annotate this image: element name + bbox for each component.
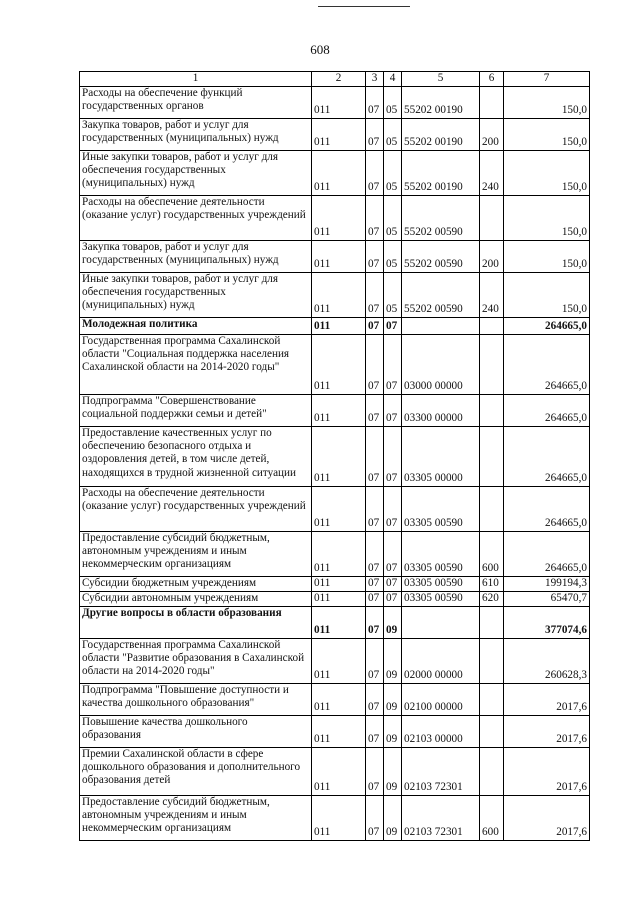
- row-section: 07: [366, 241, 384, 273]
- row-name: Повышение качества дошкольного образования: [80, 716, 312, 748]
- table-row: [80, 335, 590, 395]
- row-section: 07: [366, 487, 384, 532]
- row-expense-type: [480, 87, 504, 119]
- table-row: [80, 87, 590, 119]
- row-name: Закупка товаров, работ и услуг для государственных (муниципальных) нужд: [80, 241, 312, 273]
- row-section: 07: [366, 395, 384, 427]
- row-target-article: 03300 00000: [402, 395, 480, 427]
- table-row: [80, 592, 590, 607]
- row-amount: 150,0: [504, 241, 590, 273]
- row-subsection: 07: [384, 335, 402, 395]
- row-name: Расходы на обеспечение функций государственных органов: [80, 87, 312, 119]
- header-col-7: 7: [504, 72, 590, 87]
- row-name: Государственная программа Сахалинской области "Социальная поддержка населения Сахалинской области на 2014-2020 годы": [80, 335, 312, 395]
- table-row: [80, 395, 590, 427]
- table-row: [80, 273, 590, 318]
- table-row: [80, 427, 590, 487]
- row-amount: 2017,6: [504, 748, 590, 796]
- row-name: Предоставление качественных услуг по обеспечению безопасного отдыха и оздоровления детей, в том числе детей, находящихся в трудной жизненной ситуации: [80, 427, 312, 487]
- row-target-article: 02100 00000: [402, 684, 480, 716]
- row-amount: 264665,0: [504, 335, 590, 395]
- row-amount: 150,0: [504, 273, 590, 318]
- header-col-1: 1: [80, 72, 312, 87]
- row-amount: 2017,6: [504, 684, 590, 716]
- row-amount: 65470,7: [504, 592, 590, 607]
- row-subsection: 05: [384, 87, 402, 119]
- row-target-article: [402, 607, 480, 639]
- row-section: 07: [366, 607, 384, 639]
- row-admin-code: 011: [312, 395, 366, 427]
- row-admin-code: 011: [312, 577, 366, 592]
- row-subsection: 09: [384, 639, 402, 684]
- row-subsection: 09: [384, 748, 402, 796]
- row-name: Государственная программа Сахалинской области "Развитие образования в Сахалинской области на 2014-2020 годы": [80, 639, 312, 684]
- page-number: 608: [310, 42, 330, 57]
- row-admin-code: 011: [312, 716, 366, 748]
- table-row: [80, 241, 590, 273]
- row-admin-code: 011: [312, 607, 366, 639]
- row-name: Субсидии бюджетным учреждениям: [80, 577, 312, 592]
- header-col-4: 4: [384, 72, 402, 87]
- row-expense-type: 200: [480, 119, 504, 151]
- row-section: 07: [366, 427, 384, 487]
- row-target-article: 55202 00190: [402, 87, 480, 119]
- row-name: Предоставление субсидий бюджетным, автономным учреждениям и иным некоммерческим организациям: [80, 796, 312, 841]
- budget-table: [79, 71, 590, 841]
- row-name: Закупка товаров, работ и услуг для государственных (муниципальных) нужд: [80, 119, 312, 151]
- row-subsection: 05: [384, 119, 402, 151]
- table-row: [80, 796, 590, 841]
- row-expense-type: 620: [480, 592, 504, 607]
- row-section: 07: [366, 87, 384, 119]
- row-expense-type: [480, 196, 504, 241]
- row-subsection: 07: [384, 532, 402, 577]
- row-name: Молодежная политика: [80, 318, 312, 335]
- row-admin-code: 011: [312, 119, 366, 151]
- row-admin-code: 011: [312, 684, 366, 716]
- row-section: 07: [366, 748, 384, 796]
- row-expense-type: 600: [480, 796, 504, 841]
- row-section: 07: [366, 335, 384, 395]
- row-target-article: 03305 00590: [402, 592, 480, 607]
- row-name: Субсидии автономным учреждениям: [80, 592, 312, 607]
- row-name: Подпрограмма "Совершенствование социальной поддержки семьи и детей": [80, 395, 312, 427]
- row-name: Иные закупки товаров, работ и услуг для обеспечения государственных (муниципальных) нужд: [80, 151, 312, 196]
- table-row: [80, 318, 590, 335]
- row-admin-code: 011: [312, 273, 366, 318]
- row-target-article: 03305 00590: [402, 487, 480, 532]
- row-target-article: 03305 00000: [402, 427, 480, 487]
- row-subsection: 09: [384, 716, 402, 748]
- row-admin-code: 011: [312, 639, 366, 684]
- header-col-5: 5: [402, 72, 480, 87]
- row-subsection: 07: [384, 395, 402, 427]
- row-target-article: 55202 00190: [402, 151, 480, 196]
- row-admin-code: 011: [312, 87, 366, 119]
- row-target-article: 02103 72301: [402, 796, 480, 841]
- table-row: [80, 684, 590, 716]
- row-expense-type: [480, 639, 504, 684]
- row-name: Подпрограмма "Повышение доступности и качества дошкольного образования": [80, 684, 312, 716]
- row-target-article: 03305 00590: [402, 577, 480, 592]
- row-target-article: 55202 00590: [402, 196, 480, 241]
- row-section: 07: [366, 796, 384, 841]
- row-amount: 260628,3: [504, 639, 590, 684]
- row-subsection: 05: [384, 241, 402, 273]
- row-section: 07: [366, 318, 384, 335]
- row-subsection: 07: [384, 577, 402, 592]
- row-expense-type: 240: [480, 273, 504, 318]
- row-target-article: 02103 72301: [402, 748, 480, 796]
- table-header-row: [80, 72, 590, 87]
- header-col-2: 2: [312, 72, 366, 87]
- row-target-article: 03000 00000: [402, 335, 480, 395]
- row-admin-code: 011: [312, 318, 366, 335]
- row-admin-code: 011: [312, 427, 366, 487]
- header-col-3: 3: [366, 72, 384, 87]
- row-target-article: 02103 00000: [402, 716, 480, 748]
- row-admin-code: 011: [312, 487, 366, 532]
- row-expense-type: [480, 684, 504, 716]
- row-section: 07: [366, 592, 384, 607]
- row-subsection: 05: [384, 151, 402, 196]
- row-amount: 264665,0: [504, 427, 590, 487]
- row-amount: 2017,6: [504, 796, 590, 841]
- row-admin-code: 011: [312, 335, 366, 395]
- row-section: 07: [366, 532, 384, 577]
- table-row: [80, 487, 590, 532]
- row-section: 07: [366, 151, 384, 196]
- row-section: 07: [366, 716, 384, 748]
- row-expense-type: [480, 748, 504, 796]
- row-expense-type: [480, 487, 504, 532]
- table-row: [80, 151, 590, 196]
- row-expense-type: 610: [480, 577, 504, 592]
- row-amount: 2017,6: [504, 716, 590, 748]
- row-admin-code: 011: [312, 796, 366, 841]
- row-amount: 199194,3: [504, 577, 590, 592]
- row-amount: 150,0: [504, 87, 590, 119]
- table-row: [80, 748, 590, 796]
- row-subsection: 07: [384, 427, 402, 487]
- row-amount: 264665,0: [504, 395, 590, 427]
- table-row: [80, 716, 590, 748]
- row-name: Расходы на обеспечение деятельности (оказание услуг) государственных учреждений: [80, 196, 312, 241]
- row-amount: 264665,0: [504, 318, 590, 335]
- table-row: [80, 577, 590, 592]
- row-subsection: 09: [384, 684, 402, 716]
- row-subsection: 05: [384, 273, 402, 318]
- row-amount: 150,0: [504, 119, 590, 151]
- row-amount: 150,0: [504, 151, 590, 196]
- row-section: 07: [366, 119, 384, 151]
- row-amount: 150,0: [504, 196, 590, 241]
- row-subsection: 07: [384, 592, 402, 607]
- row-name: Другие вопросы в области образования: [80, 607, 312, 639]
- row-admin-code: 011: [312, 748, 366, 796]
- row-target-article: 03305 00590: [402, 532, 480, 577]
- row-expense-type: [480, 395, 504, 427]
- header-col-6: 6: [480, 72, 504, 87]
- row-target-article: [402, 318, 480, 335]
- row-subsection: 09: [384, 607, 402, 639]
- row-subsection: 05: [384, 196, 402, 241]
- table-row: [80, 607, 590, 639]
- row-expense-type: [480, 716, 504, 748]
- table-row: [80, 532, 590, 577]
- row-section: 07: [366, 639, 384, 684]
- row-name: Предоставление субсидий бюджетным, автономным учреждениям и иным некоммерческим организациям: [80, 532, 312, 577]
- table-row: [80, 639, 590, 684]
- row-amount: 264665,0: [504, 487, 590, 532]
- row-admin-code: 011: [312, 151, 366, 196]
- row-amount: 377074,6: [504, 607, 590, 639]
- table-body: [80, 72, 590, 841]
- row-expense-type: 600: [480, 532, 504, 577]
- row-subsection: 09: [384, 796, 402, 841]
- row-expense-type: [480, 427, 504, 487]
- top-rule: [318, 6, 410, 7]
- table-row: [80, 196, 590, 241]
- row-name: Расходы на обеспечение деятельности (оказание услуг) государственных учреждений: [80, 487, 312, 532]
- row-section: 07: [366, 684, 384, 716]
- row-section: 07: [366, 273, 384, 318]
- row-expense-type: [480, 335, 504, 395]
- row-admin-code: 011: [312, 241, 366, 273]
- row-admin-code: 011: [312, 196, 366, 241]
- table-row: [80, 119, 590, 151]
- row-expense-type: 240: [480, 151, 504, 196]
- row-name: Премии Сахалинской области в сфере дошкольного образования и дополнительного образования детей: [80, 748, 312, 796]
- row-target-article: 02000 00000: [402, 639, 480, 684]
- row-admin-code: 011: [312, 592, 366, 607]
- row-target-article: 55202 00190: [402, 119, 480, 151]
- row-section: 07: [366, 577, 384, 592]
- row-name: Иные закупки товаров, работ и услуг для обеспечения государственных (муниципальных) нужд: [80, 273, 312, 318]
- row-expense-type: [480, 607, 504, 639]
- row-subsection: 07: [384, 487, 402, 532]
- row-target-article: 55202 00590: [402, 273, 480, 318]
- row-subsection: 07: [384, 318, 402, 335]
- row-expense-type: 200: [480, 241, 504, 273]
- row-admin-code: 011: [312, 532, 366, 577]
- row-amount: 264665,0: [504, 532, 590, 577]
- row-section: 07: [366, 196, 384, 241]
- row-expense-type: [480, 318, 504, 335]
- row-target-article: 55202 00590: [402, 241, 480, 273]
